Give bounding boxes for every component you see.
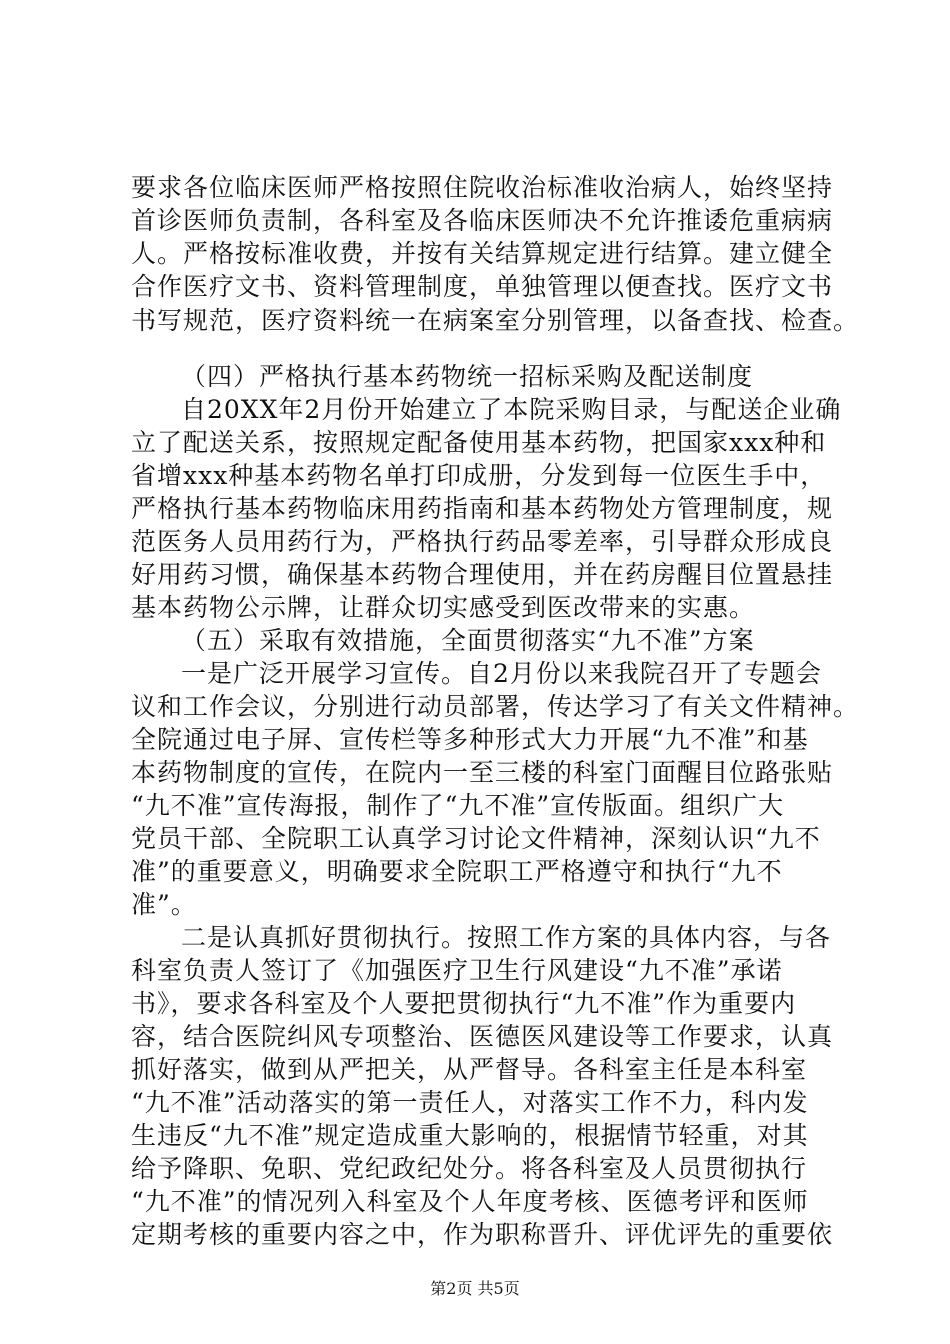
body-line: 范医务人员用药行为，严格执行药品零差率，引导群众形成良 [131, 527, 834, 556]
body-line: 书写规范，医疗资料统一在病案室分别管理，以备查找、检查。 [131, 306, 860, 335]
section-heading-4: （四）严格执行基本药物统一招标采购及配送制度 [181, 362, 754, 391]
body-line: 人。严格按标准收费，并按有关结算规定进行结算。建立健全 [131, 239, 834, 268]
body-line: 党员干部、全院职工认真学习讨论文件精神，深刻认识“九不 [131, 824, 821, 853]
body-line: 合作医疗文书、资料管理制度，单独管理以便查找。医疗文书 [131, 272, 834, 301]
body-line: 准”。 [131, 890, 197, 919]
body-line: “九不准”活动落实的第一责任人，对落实工作不力，科内发 [131, 1088, 809, 1117]
body-line: 科室负责人签订了《加强医疗卫生行风建设“九不准”承诺 [131, 956, 783, 985]
body-line: 首诊医师负责制，各科室及各临床医师决不允许推诿危重病病 [131, 206, 834, 235]
body-line: 准”的重要意义，明确要求全院职工严格遵守和执行“九不 [131, 857, 783, 886]
body-line: 容，结合医院纠风专项整治、医德医风建设等工作要求，认真 [131, 1022, 834, 1051]
body-line: 全院通过电子屏、宣传栏等多种形式大力开展“九不准”和基 [131, 725, 809, 754]
body-line: 要求各位临床医师严格按照住院收治标准收治病人，始终坚持 [131, 173, 834, 202]
body-line: 好用药习惯，确保基本药物合理使用，并在药房醒目位置悬挂 [131, 560, 834, 589]
body-line: 书》，要求各科室及个人要把贯彻执行“九不准”作为重要内 [131, 989, 797, 1018]
body-line: “九不准”的情况列入科室及个人年度考核、医德考评和医师 [131, 1187, 809, 1216]
body-line: 自20XX年2月份开始建立了本院采购目录，与配送企业确 [181, 395, 842, 424]
body-line: 二是认真抓好贯彻执行。按照工作方案的具体内容，与各 [181, 923, 832, 952]
body-line: 严格执行基本药物临床用药指南和基本药物处方管理制度，规 [131, 494, 834, 523]
body-line: “九不准”宣传海报，制作了“九不准”宣传版面。组织广大 [131, 791, 785, 820]
body-line: 定期考核的重要内容之中，作为职称晋升、评优评先的重要依 [131, 1220, 834, 1249]
body-line: 抓好落实，做到从严把关，从严督导。各科室主任是本科室 [131, 1055, 808, 1084]
body-line: 省增xxx种基本药物名单打印成册，分发到每一位医生手中， [131, 461, 827, 490]
body-line: 议和工作会议，分别进行动员部署，传达学习了有关文件精神。 [131, 692, 860, 721]
body-line: 本药物制度的宣传，在院内一至三楼的科室门面醒目位路张贴 [131, 758, 834, 787]
section-heading-5: （五）采取有效措施，全面贯彻落实“九不准”方案 [181, 626, 755, 655]
page-number-footer: 第2页 共5页 [430, 1279, 520, 1298]
body-line: 基本药物公示牌，让群众切实感受到医改带来的实惠。 [131, 593, 756, 622]
body-line: 一是广泛开展学习宣传。自2月份以来我院召开了专题会 [181, 659, 822, 688]
body-line: 立了配送关系，按照规定配备使用基本药物，把国家xxx种和 [131, 428, 827, 457]
body-line: 给予降职、免职、党纪政纪处分。将各科室及人员贯彻执行 [131, 1154, 808, 1183]
body-line: 生违反“九不准”规定造成重大影响的，根据情节轻重，对其 [131, 1121, 809, 1150]
